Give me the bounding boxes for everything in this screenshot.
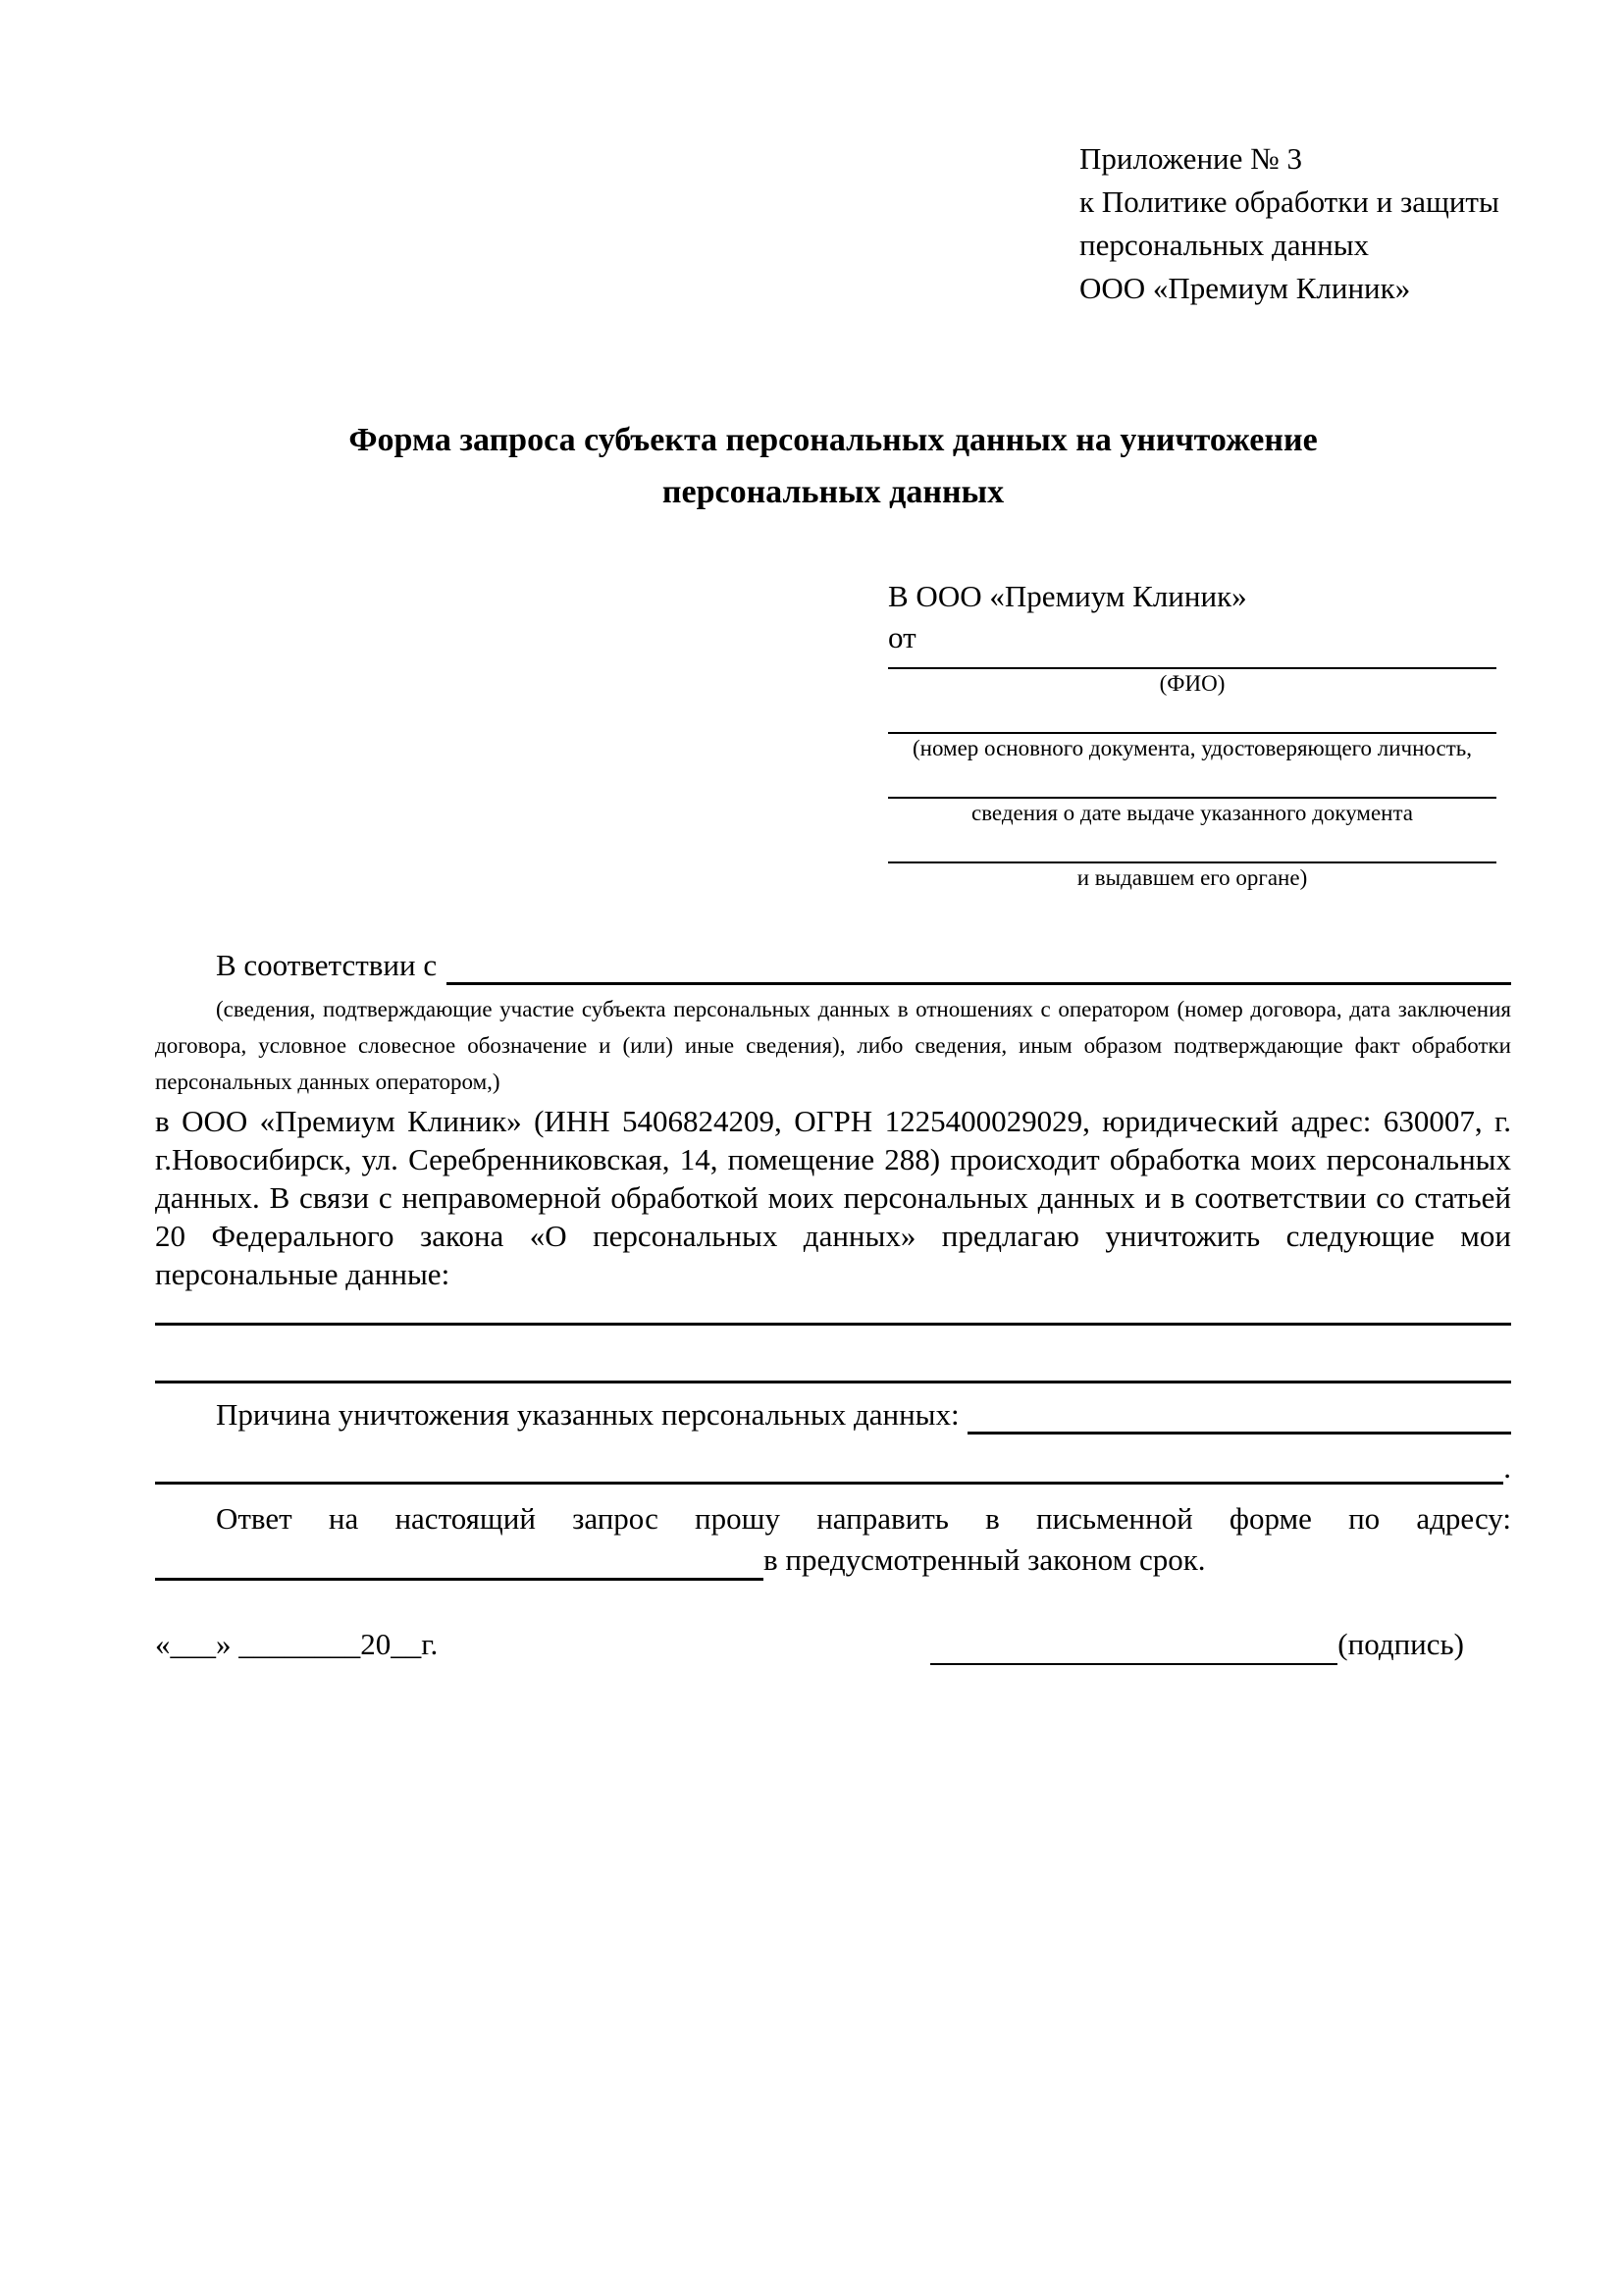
id-document-write-line[interactable] [888, 699, 1496, 734]
main-paragraph: в ООО «Премиум Клиник» (ИНН 5406824209, ОГРН 1225400029029, юридический адрес: 630007, г. г.Новосибирск, ул. Серебренниковская, 14, помещение 288) происходит обработка моих персональных данных. В связи с неправомерной обработкой моих персональных данных и в соответствии со статьей 20 Федерального закона «О персональных данных» предлагаю уничтожить следующие мои персональные данные: [155, 1104, 1511, 1291]
accordance-row [155, 946, 1511, 985]
addressee-block [888, 575, 1496, 893]
issue-date-write-line[interactable] [888, 763, 1496, 799]
appendix-header-line: персональных данных [1079, 228, 1370, 262]
appendix-header-line: Приложение № 3 [1079, 141, 1302, 176]
reason-write-line[interactable] [968, 1396, 1511, 1435]
document-content [0, 137, 1623, 1665]
document-title [155, 414, 1511, 518]
reason-row [155, 1395, 1511, 1435]
footer-row [155, 1624, 1511, 1665]
accordance-footnote: (сведения, подтверждающие участие субъекта персональных данных в отношениях с оператором (номер договора, дата заключения договора, условное словесное обозначение и (или) иные сведения), либо сведения, иным образом подтверждающие факт обработки персональных данных оператором,) [155, 997, 1511, 1094]
reason-label: Причина уничтожения указанных персональных данных: [216, 1397, 960, 1432]
reason-continuation-row [155, 1442, 1511, 1485]
issuing-authority-caption: и выдавшем его органе) [1076, 865, 1308, 890]
document-title-line-1: Форма запроса субъекта персональных данных на уничтожение [348, 422, 1318, 458]
reason-write-line-2[interactable] [155, 1442, 1503, 1485]
signature-group [930, 1624, 1464, 1665]
fio-caption: (ФИО) [1159, 671, 1226, 696]
fio-write-line[interactable] [888, 657, 1496, 669]
response-tail: в предусмотренный законом срок. [763, 1542, 1206, 1577]
address-write-line[interactable] [155, 1540, 763, 1581]
reason-period: . [1503, 1450, 1511, 1485]
issue-date-field [888, 763, 1496, 828]
document-title-line-2: персональных данных [661, 474, 1005, 510]
issuing-authority-field [888, 828, 1496, 893]
personal-data-write-line-2[interactable] [155, 1381, 1511, 1383]
date-blank[interactable]: «___» ________20__г. [155, 1627, 439, 1661]
addressee-from-label: от [888, 620, 916, 654]
appendix-header [1079, 137, 1511, 310]
fio-field [888, 657, 1496, 699]
issuing-authority-write-line[interactable] [888, 828, 1496, 863]
response-continuation [155, 1539, 1511, 1581]
signature-write-line[interactable] [930, 1626, 1337, 1665]
appendix-header-line: к Политике обработки и защиты [1079, 184, 1499, 219]
id-document-field [888, 699, 1496, 763]
id-document-caption: (номер основного документа, удостоверяющего личность, [912, 736, 1472, 760]
personal-data-write-line-1[interactable] [155, 1323, 1511, 1326]
issue-date-caption: сведения о дате выдаче указанного документа [970, 801, 1414, 825]
response-intro: Ответ на настоящий запрос прошу направить в письменной форме по адресу: [216, 1501, 1511, 1536]
signature-caption: (подпись) [1337, 1627, 1464, 1661]
accordance-write-line[interactable] [446, 947, 1511, 985]
appendix-header-line: ООО «Премиум Клиник» [1079, 271, 1411, 305]
accordance-label: В соответствии с [216, 948, 438, 982]
addressee-to: В ООО «Премиум Клиник» [888, 579, 1247, 613]
